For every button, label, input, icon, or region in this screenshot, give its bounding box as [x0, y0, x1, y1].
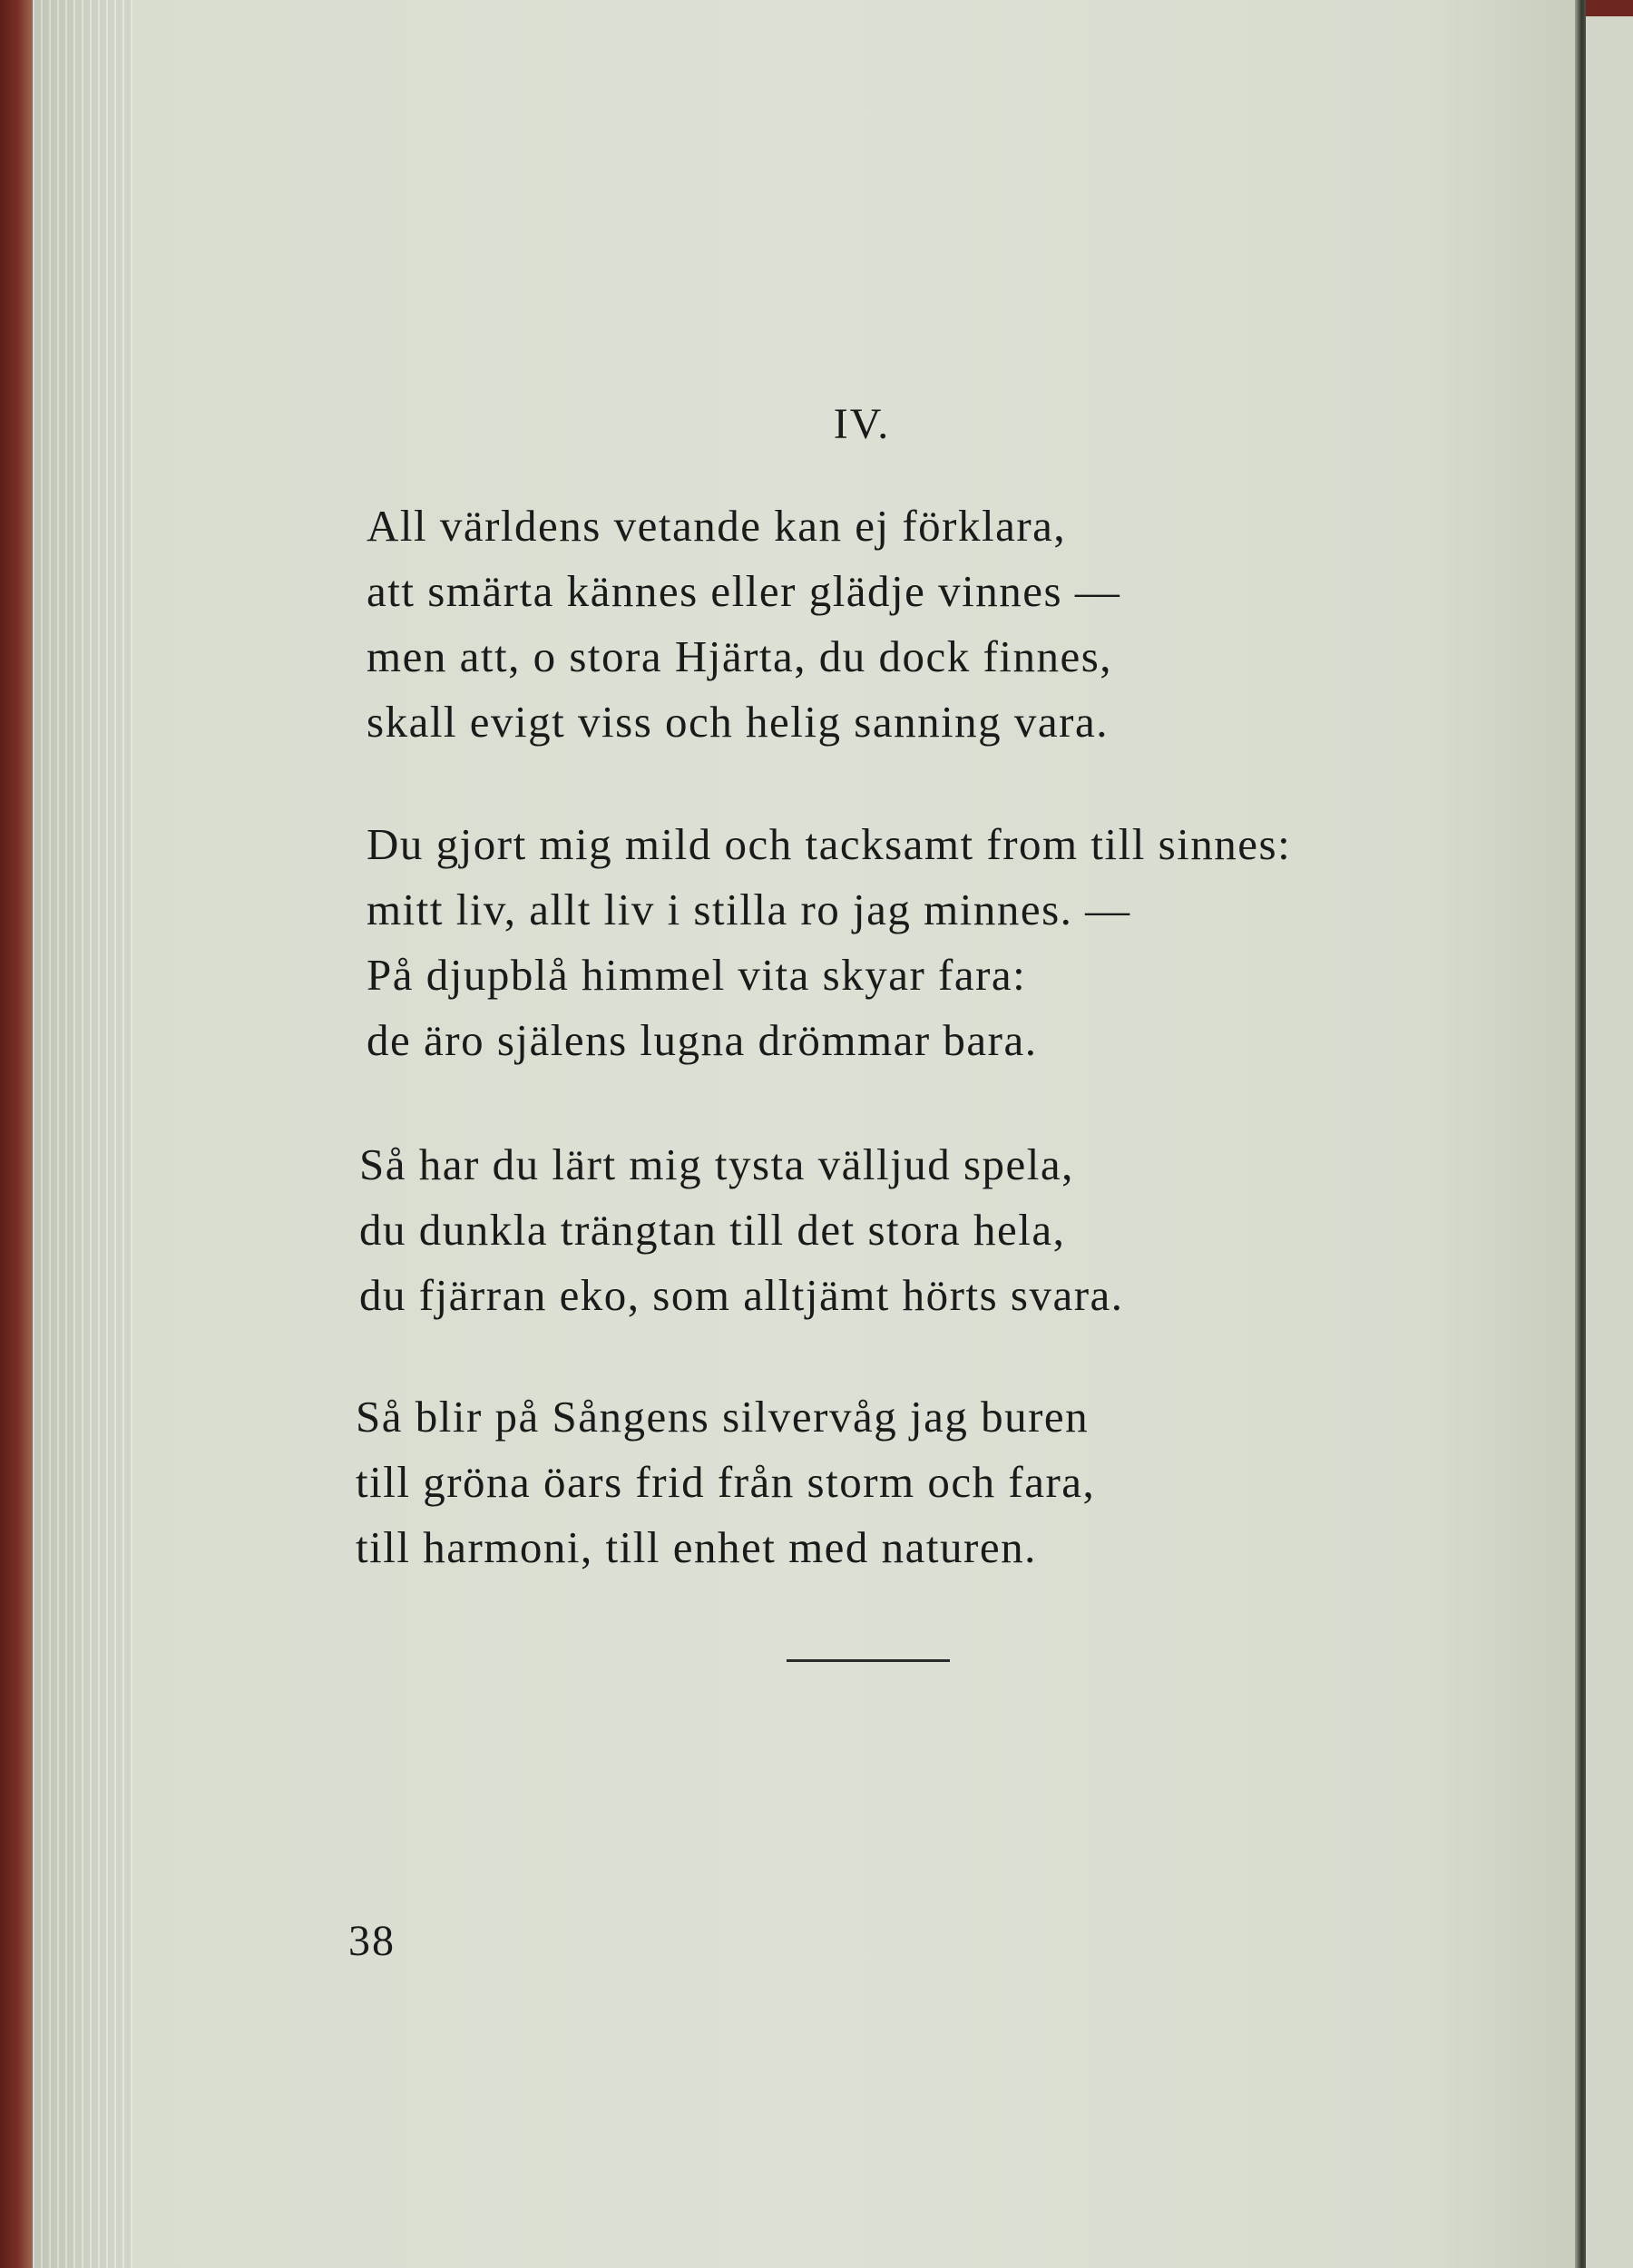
- stanza: [359, 1132, 1124, 1328]
- poem-line: du fjärran eko, som alltjämt hörts svara.: [359, 1270, 1124, 1320]
- book-gutter: [1575, 0, 1586, 2268]
- poem-line: Så har du lärt mig tysta välljud spela,: [359, 1139, 1074, 1189]
- poem-line: mitt liv, allt liv i stilla ro jag minnes. —: [367, 885, 1131, 934]
- end-rule-divider: [787, 1659, 950, 1662]
- poem-line: till gröna öars frid från storm och fara,: [356, 1457, 1096, 1507]
- poem-line: du dunkla trängtan till det stora hela,: [359, 1205, 1066, 1255]
- poem-line: All världens vetande kan ej förklara,: [367, 501, 1067, 551]
- poem-title: IV.: [833, 400, 891, 448]
- stanza: [367, 494, 1120, 755]
- poem-line: men att, o stora Hjärta, du dock finnes,: [367, 631, 1113, 681]
- poem-line: att smärta kännes eller glädje vinnes —: [367, 566, 1121, 616]
- poem-line: skall evigt viss och helig sanning vara.: [367, 697, 1109, 747]
- facing-page-edge: [1586, 0, 1633, 2268]
- poem-line: På djupblå himmel vita skyar fara:: [367, 950, 1027, 1000]
- stanza: [367, 812, 1291, 1073]
- binding-corner: [1586, 0, 1633, 16]
- poem-line: Så blir på Sångens silvervåg jag buren: [356, 1392, 1090, 1442]
- page-number: 38: [348, 1917, 396, 1965]
- stanza: [356, 1384, 1095, 1580]
- poem-line: Du gjort mig mild och tacksamt from till sinnes:: [367, 819, 1292, 869]
- poem-line: till harmoni, till enhet med naturen.: [356, 1522, 1037, 1572]
- page-edges: [33, 0, 132, 2268]
- poem-line: de äro själens lugna drömmar bara.: [367, 1015, 1038, 1065]
- book-binding-left: [0, 0, 33, 2268]
